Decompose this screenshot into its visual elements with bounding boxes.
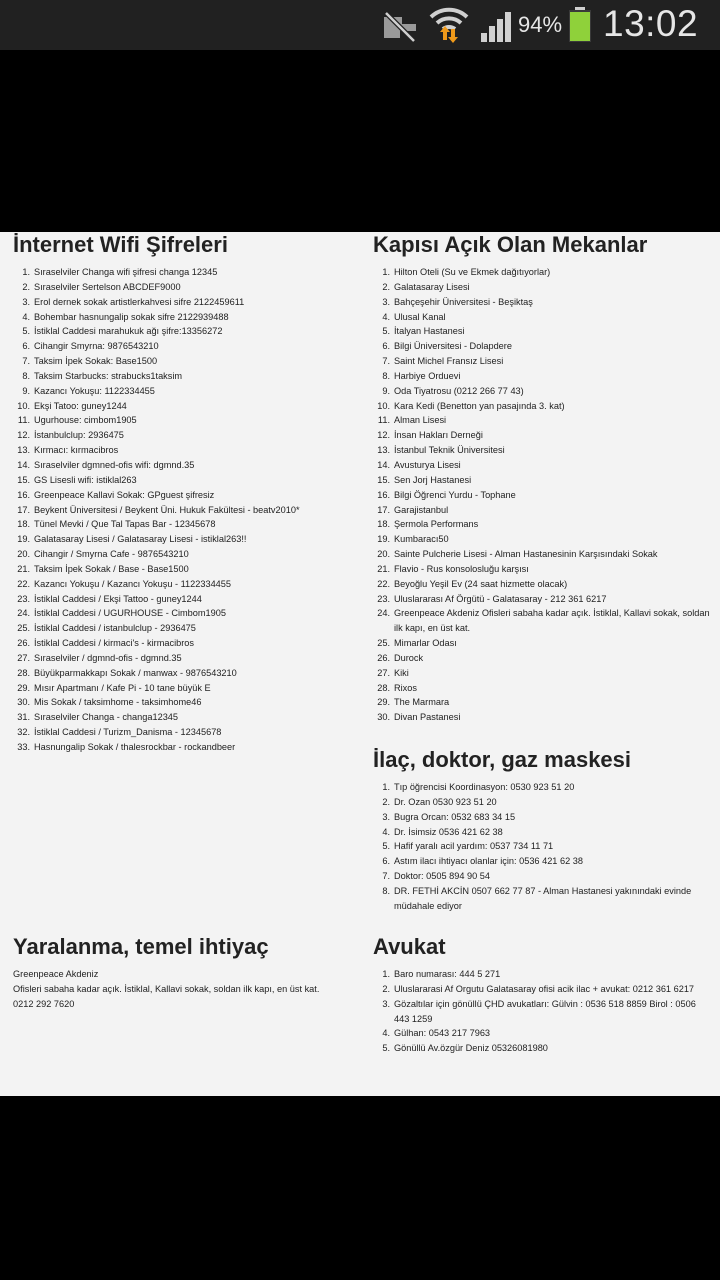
injury-phone: 0212 292 7620 — [13, 999, 75, 1009]
list-item: 3. Bugra Orcan: 0532 683 34 15 — [382, 811, 516, 822]
list-item: 23. Uluslararası Af Örgütü - Galatasaray - 212 361 6217 — [377, 593, 607, 604]
list-item: 29. Mısır Apartmanı / Kafe Pi - 10 tane büyük E — [17, 682, 211, 693]
lawyer-section-title: Avukat — [373, 934, 446, 959]
list-item: 24. Greenpeace Akdeniz Ofisleri sabaha kadar açık. İstiklal, Kallavi sokak, soldan ilk kapı, en üst kat. — [377, 608, 710, 634]
list-item: 6. Bilgi Üniversitesi - Dolapdere — [382, 341, 512, 352]
wifi-list — [13, 265, 350, 755]
list-item: 22. Beyoğlu Yeşil Ev (24 saat hizmette olacak) — [377, 578, 568, 589]
list-item: 20. Cihangir / Smyrna Cafe - 9876543210 — [17, 549, 189, 560]
list-item: 13. Kırmacı: kırmacibros — [17, 445, 119, 456]
injury-section-title: Yaralanma, temel ihtiyaç — [13, 934, 269, 959]
list-item: 2. Sıraselviler Sertelson ABCDEF9000 — [22, 281, 181, 292]
list-item: 4. Gülhan: 0543 217 7963 — [382, 1028, 491, 1039]
list-item: 1. Baro numarası: 444 5 271 — [382, 969, 501, 979]
list-item: 26. İstiklal Caddesi / kirmaci's - kirmacibros — [17, 638, 195, 649]
list-item: 2. Uluslararasi Af Orgutu Galatasaray ofisi acik ilac + avukat: 0212 361 6217 — [382, 983, 695, 994]
list-item: 19. Kumbaracı50 — [377, 534, 449, 545]
list-item: 4. Dr. İsimsiz 0536 421 62 38 — [382, 826, 503, 837]
list-item: 14. Sıraselviler dgmned-ofis wifi: dgmnd.35 — [17, 459, 195, 470]
list-item: 15. GS Lisesli wifi: istiklal263 — [17, 474, 137, 485]
wifi-down-arrow — [451, 29, 455, 38]
list-item: 25. İstiklal Caddesi / istanbulclup - 2936475 — [17, 623, 196, 634]
list-item: 24. İstiklal Caddesi / UGURHOUSE - Cimbom1905 — [17, 608, 226, 619]
injury-section — [13, 934, 343, 1012]
list-item: 13. İstanbul Teknik Üniversitesi — [377, 445, 505, 456]
list-item: 8. DR. FETHİ AKCİN 0507 662 77 87 - Alman Hastanesi yakınındaki evinde müdahale ediyor — [382, 885, 692, 911]
list-item: 30. Divan Pastanesi — [377, 712, 461, 723]
lawyer-list — [373, 967, 713, 1056]
list-item: 30. Mis Sokak / taksimhome - taksimhome46 — [17, 697, 202, 708]
list-item: 7. Doktor: 0505 894 90 54 — [382, 871, 491, 882]
lawyer-section — [373, 934, 713, 1056]
list-item: 1. Tıp öğrencisi Koordinasyon: 0530 923 51 20 — [382, 782, 575, 792]
list-item: 6. Cihangir Smyrna: 9876543210 — [22, 341, 159, 352]
list-item: 29. The Marmara — [377, 697, 450, 708]
injury-address: Ofisleri sabaha kadar açık. İstiklal, Kallavi sokak, soldan ilk kapı, en üst kat. — [13, 984, 320, 994]
list-item: 5. Hafif yaralı acil yardım: 0537 734 11 71 — [382, 841, 554, 852]
list-item: 32. İstiklal Caddesi / Turizm_Danisma - 12345678 — [17, 727, 222, 738]
list-item: 8. Harbiye Orduevi — [382, 370, 461, 381]
list-item: 21. Flavio - Rus konsolosluğu karşısı — [377, 563, 529, 574]
wifi-down-arrowhead — [448, 37, 458, 43]
list-item: 16. Greenpeace Kallavi Sokak: GPguest şifresiz — [17, 489, 215, 500]
list-item: 10. Kara Kedi (Benetton yan pasajında 3. kat) — [377, 400, 565, 411]
list-item: 4. Bohembar hasnungalip sokak sifre 2122939488 — [22, 311, 229, 322]
list-item: 1. Hilton Oteli (Su ve Ekmek dağıtıyorlar) — [382, 267, 551, 277]
list-item: 17. Garajistanbul — [377, 504, 449, 515]
list-item: 9. Kazancı Yokuşu: 1122334455 — [22, 385, 155, 396]
list-item: 3. Bahçeşehir Üniversitesi - Beşiktaş — [382, 296, 533, 307]
status-bar — [0, 0, 720, 50]
list-item: 6. Astım ilacı ihtiyacı olanlar için: 0536 421 62 38 — [382, 856, 583, 867]
list-item: 2. Dr. Ozan 0530 923 51 20 — [382, 796, 497, 807]
list-item: 7. Saint Michel Fransız Lisesi — [382, 356, 504, 367]
wifi-section-title: İnternet Wifi Şifreleri — [13, 232, 228, 257]
open-places-title: Kapısı Açık Olan Mekanlar — [373, 232, 648, 257]
list-item: 11. Ugurhouse: cimbom1905 — [17, 415, 137, 426]
open-places-section — [373, 232, 713, 725]
list-item: 26. Durock — [377, 652, 424, 663]
list-item: 18. Şermola Performans — [377, 519, 479, 530]
list-item: 17. Beykent Üniversitesi / Beykent Üni. Hukuk Fakültesi - beatv2010* — [17, 504, 300, 515]
injury-org: Greenpeace Akdeniz — [13, 969, 99, 979]
wifi-section — [13, 232, 350, 755]
medical-section — [373, 747, 713, 914]
battery-fill — [570, 12, 590, 41]
list-item: 31. Sıraselviler Changa - changa12345 — [17, 712, 179, 723]
list-item: 27. Sıraselviler / dgmnd-ofis - dgmnd.35 — [17, 652, 182, 663]
list-item: 4. Ulusal Kanal — [382, 311, 446, 322]
list-item: 3. Gözaltılar için gönüllü ÇHD avukatları: Gülvin : 0536 518 8859 Birol : 0506 443 1259 — [382, 998, 696, 1024]
list-item: 12. İnsan Hakları Derneği — [377, 430, 483, 441]
list-item: 1. Sıraselviler Changa wifi şifresi changa 12345 — [22, 267, 218, 277]
list-item: 16. Bilgi Öğrenci Yurdu - Tophane — [377, 489, 516, 500]
list-item: 27. Kiki — [377, 667, 409, 678]
list-item: 23. İstiklal Caddesi / Ekşi Tattoo - guney1244 — [17, 593, 202, 604]
wifi-icon — [428, 0, 470, 50]
cell-signal-icon — [479, 0, 515, 50]
battery-icon — [566, 0, 594, 50]
list-item: 18. Tünel Mevki / Que Tal Tapas Bar - 12345678 — [17, 519, 216, 530]
no-signal-icon — [380, 0, 420, 50]
list-item: 12. İstanbulclup: 2936475 — [17, 430, 124, 441]
list-item: 7. Taksim İpek Sokak: Base1500 — [22, 356, 158, 367]
list-item: 20. Sainte Pulcherie Lisesi - Alman Hastanesinin Karşısındaki Sokak — [377, 549, 658, 560]
list-item: 3. Erol dernek sokak artistlerkahvesi sifre 2122459611 — [22, 296, 245, 307]
list-item: 28. Büyükparmakkapı Sokak / manwax - 9876543210 — [17, 667, 237, 678]
list-item: 9. Oda Tiyatrosu (0212 266 77 43) — [382, 385, 524, 396]
battery-percent: 94% — [518, 12, 563, 37]
medical-list — [373, 780, 713, 914]
list-item: 5. Gönüllü Av.özgür Deniz 05326081980 — [382, 1043, 548, 1054]
list-item: 28. Rixos — [377, 682, 417, 693]
list-item: 19. Galatasaray Lisesi / Galatasaray Lisesi - istiklal263!! — [17, 534, 247, 545]
medical-section-title: İlaç, doktor, gaz maskesi — [373, 747, 632, 772]
list-item: 15. Sen Jorj Hastanesi — [377, 474, 472, 485]
list-item: 10. Ekşi Tatoo: guney1244 — [17, 400, 127, 411]
list-item: 5. İstiklal Caddesi marahukuk ağı şifre:13356272 — [22, 326, 223, 337]
list-item: 25. Mimarlar Odası — [377, 638, 457, 649]
list-item: 5. İtalyan Hastanesi — [382, 326, 465, 337]
list-item: 2. Galatasaray Lisesi — [382, 281, 470, 292]
clock: 13:02 — [603, 3, 699, 44]
list-item: 33. Hasnungalip Sokak / thalesrockbar - rockandbeer — [17, 742, 236, 752]
list-item: 21. Taksim İpek Sokak / Base - Base1500 — [17, 563, 189, 574]
open-places-list — [373, 265, 713, 725]
document-page — [0, 232, 720, 1096]
list-item: 14. Avusturya Lisesi — [377, 459, 461, 470]
list-item: 8. Taksim Starbucks: strabucks1taksim — [22, 370, 183, 381]
list-item: 22. Kazancı Yokuşu / Kazancı Yokuşu - 1122334455 — [17, 578, 232, 589]
wifi-up-arrow — [443, 31, 447, 40]
list-item: 11. Alman Lisesi — [377, 415, 447, 426]
